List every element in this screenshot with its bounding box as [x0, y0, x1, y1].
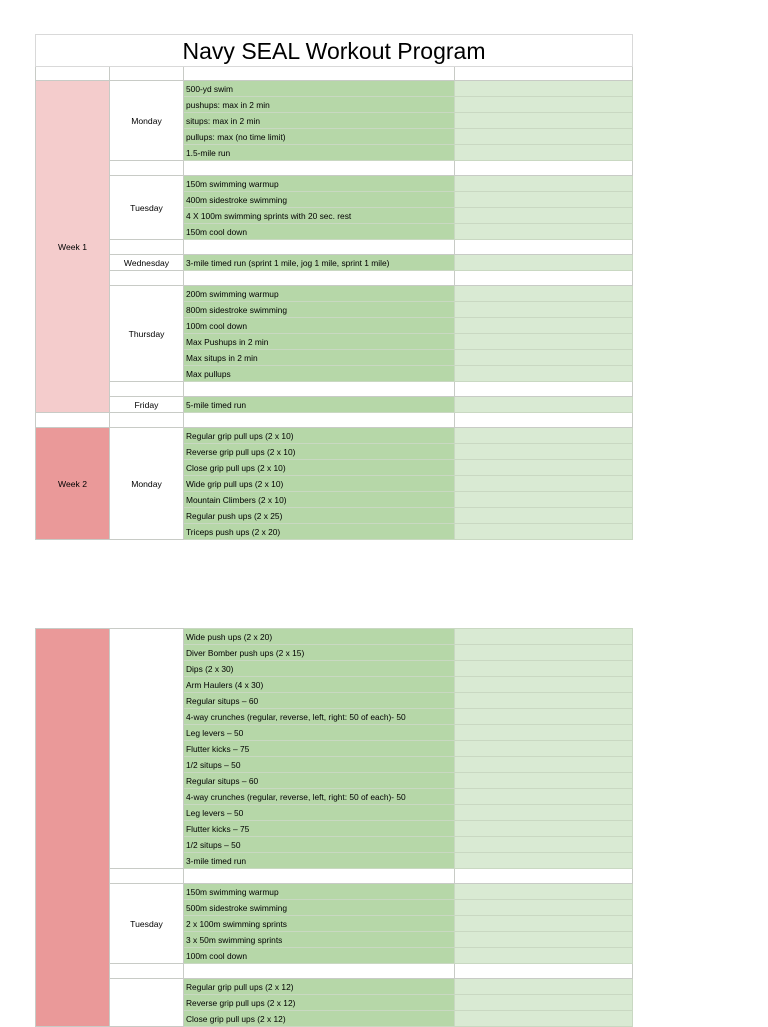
note-cell[interactable] — [455, 350, 633, 366]
exercise-cell[interactable]: 200m swimming warmup — [184, 286, 455, 302]
exercise-cell[interactable]: Regular situps – 60 — [184, 773, 455, 789]
note-cell[interactable] — [455, 805, 633, 821]
spacer-row — [36, 869, 633, 884]
exercise-cell[interactable]: Regular push ups (2 x 25) — [184, 508, 455, 524]
day-tuesday[interactable]: Tuesday — [110, 176, 184, 240]
exercise-cell[interactable]: Triceps push ups (2 x 20) — [184, 524, 455, 540]
note-cell[interactable] — [455, 476, 633, 492]
exercise-cell[interactable]: 5-mile timed run — [184, 397, 455, 413]
note-cell[interactable] — [455, 979, 633, 995]
note-cell[interactable] — [455, 725, 633, 741]
exercise-cell[interactable]: Regular grip pull ups (2 x 10) — [184, 428, 455, 444]
note-cell[interactable] — [455, 81, 633, 97]
exercise-cell[interactable]: 4 X 100m swimming sprints with 20 sec. rest — [184, 208, 455, 224]
exercise-cell[interactable]: 150m swimming warmup — [184, 884, 455, 900]
exercise-cell[interactable]: 100m cool down — [184, 948, 455, 964]
exercise-cell[interactable]: Wide grip pull ups (2 x 10) — [184, 476, 455, 492]
note-cell[interactable] — [455, 97, 633, 113]
table-row — [36, 428, 633, 444]
spacer-row — [36, 382, 633, 397]
note-cell[interactable] — [455, 948, 633, 964]
table-row — [36, 255, 633, 271]
exercise-cell[interactable]: Leg levers – 50 — [184, 725, 455, 741]
note-cell[interactable] — [455, 113, 633, 129]
week-1-label[interactable]: Week 1 — [36, 81, 110, 413]
exercise-cell[interactable]: Max situps in 2 min — [184, 350, 455, 366]
note-cell[interactable] — [455, 524, 633, 540]
exercise-cell[interactable]: pushups: max in 2 min — [184, 97, 455, 113]
exercise-cell[interactable]: Max Pushups in 2 min — [184, 334, 455, 350]
note-cell[interactable] — [455, 709, 633, 725]
note-cell[interactable] — [455, 837, 633, 853]
note-cell[interactable] — [455, 255, 633, 271]
note-cell[interactable] — [455, 492, 633, 508]
exercise-cell[interactable]: Flutter kicks – 75 — [184, 741, 455, 757]
exercise-cell[interactable]: situps: max in 2 min — [184, 113, 455, 129]
exercise-cell[interactable]: Regular situps – 60 — [184, 693, 455, 709]
exercise-cell[interactable]: 150m cool down — [184, 224, 455, 240]
exercise-cell[interactable]: 1/2 situps – 50 — [184, 757, 455, 773]
exercise-cell[interactable]: 400m sidestroke swimming — [184, 192, 455, 208]
note-cell[interactable] — [455, 366, 633, 382]
note-cell[interactable] — [455, 853, 633, 869]
exercise-cell[interactable]: 2 x 100m swimming sprints — [184, 916, 455, 932]
note-cell[interactable] — [455, 932, 633, 948]
note-cell[interactable] — [455, 286, 633, 302]
note-cell[interactable] — [455, 645, 633, 661]
exercise-cell[interactable]: 800m sidestroke swimming — [184, 302, 455, 318]
day-wednesday-week-2[interactable] — [110, 979, 184, 1027]
table-row — [36, 979, 633, 995]
exercise-cell[interactable]: 4-way crunches (regular, reverse, left, right: 50 of each)- 50 — [184, 709, 455, 725]
note-cell[interactable] — [455, 176, 633, 192]
exercise-cell[interactable]: 1/2 situps – 50 — [184, 837, 455, 853]
exercise-cell[interactable]: Close grip pull ups (2 x 12) — [184, 1011, 455, 1027]
exercise-cell[interactable]: pullups: max (no time limit) — [184, 129, 455, 145]
spacer-row — [36, 240, 633, 255]
spacer-row — [36, 271, 633, 286]
spacer-row — [36, 964, 633, 979]
note-cell[interactable] — [455, 508, 633, 524]
note-cell[interactable] — [455, 773, 633, 789]
week-2-label[interactable]: Week 2 — [36, 428, 110, 540]
note-cell[interactable] — [455, 318, 633, 334]
note-cell[interactable] — [455, 444, 633, 460]
day-monday[interactable]: Monday — [110, 81, 184, 161]
note-cell[interactable] — [455, 757, 633, 773]
note-cell[interactable] — [455, 995, 633, 1011]
note-cell[interactable] — [455, 397, 633, 413]
page-title: Navy SEAL Workout Program — [36, 35, 633, 67]
workout-sheet-page-2 — [35, 628, 633, 1027]
exercise-cell[interactable]: Mountain Climbers (2 x 10) — [184, 492, 455, 508]
exercise-cell[interactable]: 500-yd swim — [184, 81, 455, 97]
exercise-cell[interactable]: Regular grip pull ups (2 x 12) — [184, 979, 455, 995]
note-cell[interactable] — [455, 1011, 633, 1027]
exercise-cell[interactable]: Wide push ups (2 x 20) — [184, 629, 455, 645]
note-cell[interactable] — [455, 302, 633, 318]
exercise-cell[interactable]: 1.5-mile run — [184, 145, 455, 161]
note-cell[interactable] — [455, 334, 633, 350]
note-cell[interactable] — [455, 145, 633, 161]
note-cell[interactable] — [455, 677, 633, 693]
note-cell[interactable] — [455, 208, 633, 224]
day-thursday[interactable]: Thursday — [110, 286, 184, 382]
exercise-cell[interactable]: Diver Bomber push ups (2 x 15) — [184, 645, 455, 661]
note-cell[interactable] — [455, 192, 633, 208]
note-cell[interactable] — [455, 741, 633, 757]
note-cell[interactable] — [455, 693, 633, 709]
exercise-cell[interactable]: Close grip pull ups (2 x 10) — [184, 460, 455, 476]
exercise-cell[interactable]: Reverse grip pull ups (2 x 10) — [184, 444, 455, 460]
exercise-cell[interactable]: 100m cool down — [184, 318, 455, 334]
day-friday[interactable]: Friday — [110, 397, 184, 413]
note-cell[interactable] — [455, 821, 633, 837]
table-row — [36, 81, 633, 97]
exercise-cell[interactable]: Flutter kicks – 75 — [184, 821, 455, 837]
day-wednesday[interactable]: Wednesday — [110, 255, 184, 271]
note-cell[interactable] — [455, 428, 633, 444]
note-cell[interactable] — [455, 900, 633, 916]
exercise-cell[interactable]: Reverse grip pull ups (2 x 12) — [184, 995, 455, 1011]
exercise-cell[interactable]: 4-way crunches (regular, reverse, left, right: 50 of each)- 50 — [184, 789, 455, 805]
day-monday-week-2[interactable]: Monday — [110, 428, 184, 540]
exercise-cell[interactable]: 3-mile timed run (sprint 1 mile, jog 1 mile, sprint 1 mile) — [184, 255, 455, 271]
note-cell[interactable] — [455, 224, 633, 240]
blank-row — [36, 67, 633, 81]
spacer-row — [36, 161, 633, 176]
table-row — [36, 884, 633, 900]
note-cell[interactable] — [455, 661, 633, 677]
note-cell[interactable] — [455, 460, 633, 476]
note-cell[interactable] — [455, 884, 633, 900]
exercise-cell[interactable]: Arm Haulers (4 x 30) — [184, 677, 455, 693]
exercise-cell[interactable]: 150m swimming warmup — [184, 176, 455, 192]
exercise-cell[interactable]: Max pullups — [184, 366, 455, 382]
week-2-continued-cell[interactable] — [36, 629, 110, 1027]
note-cell[interactable] — [455, 789, 633, 805]
note-cell[interactable] — [455, 916, 633, 932]
exercise-cell[interactable]: 3-mile timed run — [184, 853, 455, 869]
spacer-row — [36, 413, 633, 428]
exercise-cell[interactable]: 500m sidestroke swimming — [184, 900, 455, 916]
day-tuesday-week-2[interactable]: Tuesday — [110, 884, 184, 964]
note-cell[interactable] — [455, 129, 633, 145]
exercise-cell[interactable]: 3 x 50m swimming sprints — [184, 932, 455, 948]
day-monday-continued[interactable] — [110, 629, 184, 869]
exercise-cell[interactable]: Dips (2 x 30) — [184, 661, 455, 677]
workout-sheet-page-1 — [35, 34, 633, 540]
table-row — [36, 629, 633, 645]
table-row — [36, 397, 633, 413]
exercise-cell[interactable]: Leg levers – 50 — [184, 805, 455, 821]
note-cell[interactable] — [455, 629, 633, 645]
table-row — [36, 286, 633, 302]
table-row — [36, 176, 633, 192]
